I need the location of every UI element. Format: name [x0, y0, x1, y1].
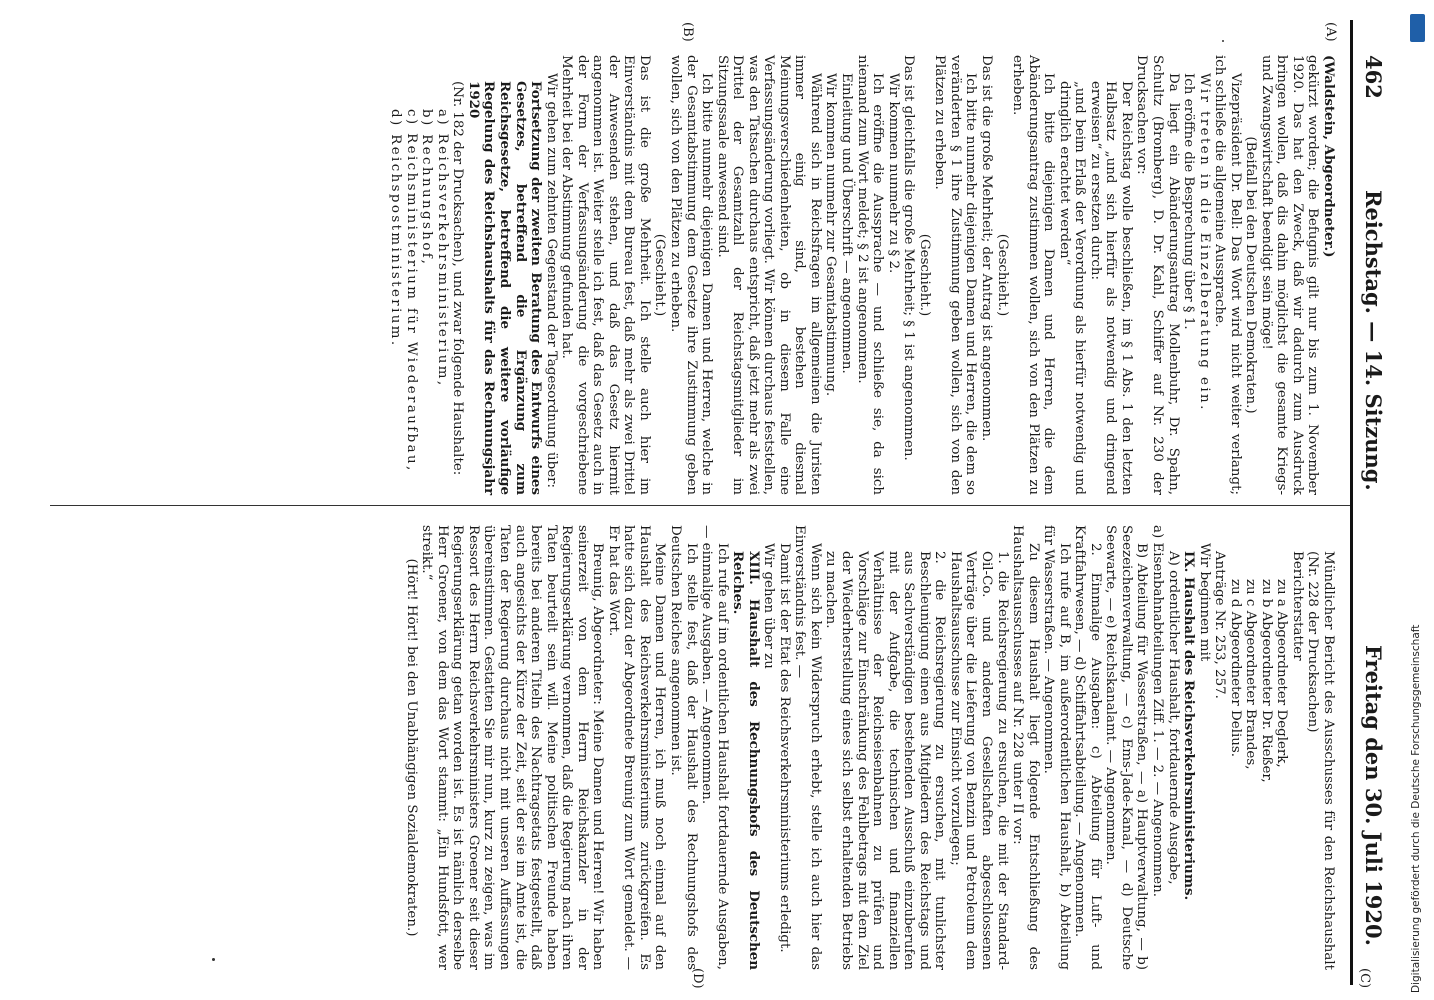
header-left-title: Reichstag. — 14. Sitzung.	[1361, 190, 1386, 491]
paragraph: Ich rufe auf B, im außerordentlichen Haushalt, b) Abteilung für Wasserstraßen. — Angenommen.	[1041, 525, 1072, 970]
paragraph: (Geschieht.)	[994, 233, 1010, 317]
paragraph: zu b Abgeordneter Dr. Rießer,	[1258, 579, 1274, 783]
paragraph: a) Eisenbahnabteilungen Ziff. 1. — 2. — Angenommen.	[1149, 525, 1165, 897]
paragraph: Damit ist der Etat des Reichsverkehrsministeriums erledigt.	[776, 543, 792, 953]
page-number: 462	[1361, 55, 1386, 99]
paragraph: a) Reichsverkehrsministerium,	[434, 109, 450, 388]
paragraph: Wir beginnen mit	[1196, 543, 1212, 662]
paragraph: Wir kommen nunmehr zur Gesamtabstimmung.	[823, 73, 839, 397]
paragraph: zu a Abgeordneter Deglerk,	[1274, 579, 1290, 768]
paragraph: b) Rechnungshof,	[419, 109, 435, 267]
paragraph: Das ist gleichfalls die große Mehrheit; § 1 ist angenommen.	[901, 55, 917, 461]
paragraph: A) ordentlicher Haushalt, fortdauernde Ausgabe,	[1165, 551, 1181, 885]
paragraph: Berichterstatter	[1289, 551, 1305, 661]
paragraph: Ich eröffne die Aussprache — und schließe sie, da sich niemand zum Wort meldet; § 2 ist angenommen.	[854, 55, 886, 495]
margin-mark-c: (C)	[1357, 968, 1372, 989]
paragraph: Da liegt ein Abänderungsantrag Mollenbuhr, Dr. Spahn, Schultz (Bromberg), D. Dr. Kahl, Schiffer auf Nr. 230 der Drucksachen vor:	[1134, 55, 1181, 495]
paragraph: gekürzt worden; die Befugnis gilt nur bis zum 1. November 1920. Das hat den Zweck, daß wir dadurch zum Ausdruck bringen wollen, daß dis dahin möglichst die gesamte Kriegs- und Zwangswirtschaft beendigt sein möge!	[1258, 55, 1321, 495]
paragraph: „und beim Erlaß der Verordnung als hierfür notwendig und dringlich erachtet werden“	[1056, 81, 1088, 495]
paragraph: Vizepräsident Dr. Bell: Das Wort wird nicht weiter verlangt; ich schließe die allgemeine Aussprache.	[1212, 55, 1243, 495]
paragraph: Wir gehen über zu	[761, 543, 777, 669]
paragraph: XIII. Haushalt des Rechnungshofs des Deutschen Reiches.	[730, 551, 762, 970]
paragraph: Ich bitte nunmehr diejenigen Damen und Herren, die dem so veränderten § 1 ihre Zustimmung geben wollen, sich von den Plätzen zu erheben.	[932, 55, 979, 495]
paragraph: Ich bitte diejenigen Damen und Herren, die dem Abänderungsantrag zustimmen wollen, sich von den Plätzen zu erheben.	[1010, 55, 1057, 495]
credit-text: Digitalisierung gefördert durch die Deutsche Forschungsgemeinschaft	[1410, 624, 1422, 993]
paragraph: (Hört! Hört! bei den Unabhängigen Sozialdemokraten.)	[403, 558, 419, 937]
digitization-credit	[1408, 8, 1426, 998]
paragraph: (Waldstein, Abgeordneter.)	[1321, 55, 1337, 258]
paragraph: (Geschieht.)	[916, 233, 932, 317]
margin-mark-a: (A)	[1323, 22, 1338, 42]
paragraph: Fortsetzung der zweiten Beratung des Entwurfs eines Gesetzes, betreffend die Ergänzung zum Reichsgesetze, betreffend die weitere vorläufige Regelung des Reichshaushalts für das Rechnungsjahr 1920	[465, 81, 545, 495]
paragraph: Wir treten in die Einzelberatung ein.	[1196, 73, 1212, 412]
paragraph: Das ist die große Mehrheit; der Antrag ist angenommen.	[978, 55, 994, 442]
paragraph: Ich bitte nunmehr diejenigen Damen und Herren, welche in der Gesamtabstimmung dem Gesetze ihre Zustimmung geben wollen, sich von den Plätzen zu erheben.	[668, 55, 715, 495]
paragraph: zu c Abgeordneter Brandes,	[1243, 579, 1259, 770]
header-rule	[1350, 20, 1353, 985]
paragraph: B) Abteilung für Wasserstraßen, — a) Hauptverwaltung, — b) Seezeichenverwaltung, — c) Ems-Jade-Kanal, — d) Deutsche Seewarte, — e) Reichskanalamt. — Angenommen.	[1103, 525, 1150, 970]
paragraph: Der Reichstag wolle beschließen, im § 1 Abs. 1 den letzten Halbsatz „und sich hierfür als notwendig und dringend erweisen“ zu ersetzen durch:	[1087, 81, 1134, 495]
paragraph: (Nr. 182 der Drucksachen), und zwar folgende Haushalte:	[450, 81, 466, 476]
paragraph: IX. Haushalt des Reichsverkehrsministeriums.	[1181, 551, 1198, 901]
paragraph: Ich rufe auf im ordentlichen Haushalt fortdauernde Ausgaben, — einmalige Ausgaben. — Angenommen.	[699, 525, 730, 970]
paragraph: Einleitung und Überschrift — angenommen.	[839, 73, 855, 374]
paragraph: 2. Einmalige Ausgaben: c) Abteilung für Luft- und Kraftfahrwesen, — d) Schiffahrtsabteilung. — Angenommen.	[1072, 525, 1103, 970]
margin-mark-d: (D)	[690, 968, 705, 989]
paragraph: Meine Damen und Herren, ich muß noch einmal auf den Haushalt des Reichsverkehrsministeriums zurückgreifen. Es hatte sich dazu der Abgeordnete Breunig zum Wort gemeldet. — Er hat das Wort.	[605, 525, 668, 970]
paragraph: Zu diesem Haushalt liegt folgende Entschließung des Haushaltsausschusses auf Nr. 228 unter II vor:	[1010, 525, 1041, 970]
paragraph: Wir kommen nunmehr zu § 2.	[885, 73, 901, 274]
paragraph: Ich eröffne die Besprechung über § 1.	[1181, 73, 1197, 330]
header-right-title: Freitag den 30. Juli 1920.	[1361, 645, 1386, 946]
paragraph: c) Reichsministerium für Wiederaufbau,	[403, 109, 419, 473]
paragraph: 2. die Reichsregierung zu ersuchen, mit tunlichster Beschleunigung einen aus Mitgliedern des Reichstags und aus Sachverständigen bestehenden Ausschuß einzuberufen mit der Aufgabe, die technischen und finanziellen Verhältnisse der Reichseisenbahnen zu prüfen und Vorschläge zur Einschränkung des Fehlbetrags mit dem Ziel der Wiederherstellung eines sich selbst erhaltenden Betriebs zu machen.	[823, 551, 948, 970]
print-speck	[1222, 40, 1224, 42]
paragraph: zu d Abgeordneter Delius.	[1227, 579, 1243, 758]
right-column	[403, 525, 1336, 970]
left-column	[388, 55, 1336, 495]
paragraph: Anträge Nr. 253, 257.	[1212, 551, 1228, 699]
paragraph: 1. die Reichsregierung zu ersuchen, die mit der Standard-Oil-Co. und anderen Gesellschaften abgeschlossenen Verträge über die Lieferung von Benzin und Petroleum dem Haushaltsausschusse zur Einsicht vorzulegen;	[947, 551, 1010, 970]
paragraph: Breunig, Abgeordneter: Meine Damen und Herren! Wir haben seinerzeit von dem Herrn Reichskanzler in der Regierungserklärung vernommen, daß die Regierung nach ihren Taten beurteilt sein will. Meine politischen Freunde haben bereits bei anderen Titeln des Nachtragsetats festgestellt, daß auch angesichts der Kürze der Zeit, seit der sie im Amte ist, die Taten der Regierung durchaus nicht mit unseren Auffassungen übereinstimmen. Gestatten Sie mir nun, kurz zu zeigen, was im Ressort des Herrn Reichsverkehrsministers Groener seit dieser Regierungserklärung getan worden ist. Es ist nämlich derselbe Herr Groener, von dem das Wort stammt: „Ein Hundsfott, wer streikt.“	[419, 525, 606, 970]
paragraph: Ich stelle fest, daß der Haushalt des Rechnungshofs des Deutschen Reiches angenommen ist.	[668, 525, 699, 970]
paragraph: Mündlicher Bericht des Ausschusses für den Reichshaushalt (Nr. 228 der Drucksachen)	[1305, 551, 1336, 970]
paragraph: (Geschieht.)	[652, 233, 668, 317]
paragraph: Während sich in Reichsfragen im allgemeinen die Juristen immer einig sind, bestehen diesmal Meinungsverschiedenheiten, ob in diesem Falle eine Verfassungsänderung vorliegt. Wir können durchaus feststellen, was den Tatsachen durchaus entspricht, daß jetzt mehr als zwei Drittel der Gesamtzahl der Reichstagsmitglieder im Sitzungssaale anwesend sind.	[714, 55, 823, 495]
paragraph: Das ist die große Mehrheit. Ich stelle auch hier im Einverständnis mit dem Bureau fest, daß mehr als zwei Drittel der Anwesenden stehen, und daß das Gesetz hiermit angenommen ist. Weiter stelle ich fest, daß das Gesetz auch in der Form der Verfassungsänderung die vorgeschriebene Mehrheit bei der Abstimmung gefunden hat.	[559, 55, 652, 495]
paragraph: Wenn sich kein Widerspruch erhebt, stelle ich auch hier das Einverständnis fest. —	[792, 525, 823, 970]
rotated-page	[20, 0, 1400, 1000]
column-divider	[50, 505, 1350, 506]
print-speck	[212, 958, 215, 961]
paragraph: Wir gehen zum zehnten Gegenstand der Tagesordnung über:	[543, 73, 559, 489]
paragraph: (Beifall bei den Deutschen Demokraten.)	[1243, 136, 1259, 414]
paragraph: d) Reichspostministerium.	[388, 109, 404, 348]
page-header	[1350, 55, 1400, 1000]
margin-mark-b: (B)	[680, 22, 695, 42]
